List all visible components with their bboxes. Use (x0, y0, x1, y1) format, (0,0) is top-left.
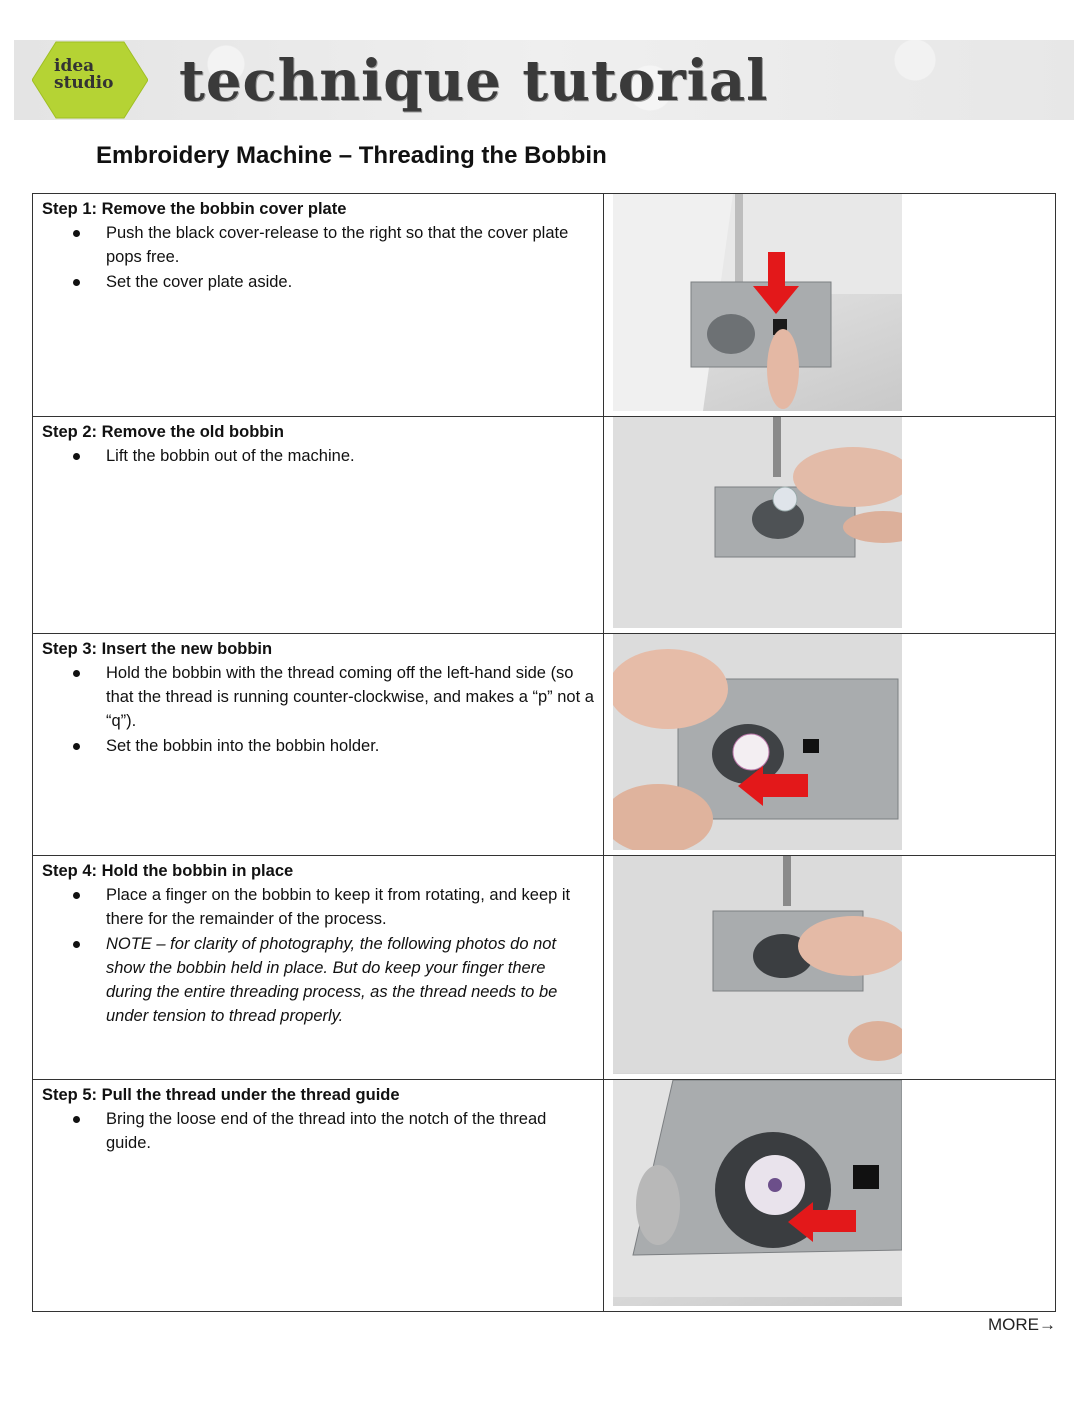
step-row (33, 1080, 1056, 1312)
bullet-text: Place a finger on the bobbin to keep it from rotating, and keep it there for the remainder of the process. (106, 886, 571, 928)
bullet-icon (73, 892, 80, 899)
step-row (33, 194, 1056, 417)
logo-line-2: studio (54, 73, 114, 93)
hold-bobbin-photo (613, 856, 902, 1074)
bullet-icon (73, 230, 80, 237)
step-row (33, 634, 1056, 856)
step-heading: Step 4: Hold the bobbin in place (42, 862, 294, 880)
step-heading: Step 2: Remove the old bobbin (42, 423, 285, 441)
step-text-cell (33, 194, 604, 417)
step-heading: Step 5: Pull the thread under the thread guide (42, 1086, 400, 1104)
step-bullet-list (42, 1107, 595, 1155)
bobbin-cover-photo (613, 194, 902, 411)
bullet-text: Lift the bobbin out of the machine. (106, 447, 355, 465)
lift-bobbin-photo (613, 417, 902, 628)
step-row (33, 417, 1056, 634)
bullet-text: Set the cover plate aside. (106, 273, 293, 291)
list-item (42, 270, 595, 294)
step-text-cell (33, 634, 604, 856)
step-bullet-list (42, 444, 595, 468)
insert-bobbin-photo (613, 634, 902, 850)
bullet-icon (73, 941, 80, 948)
list-item (42, 734, 595, 758)
bullet-text: Set the bobbin into the bobbin holder. (106, 737, 380, 755)
step-bullet-list (42, 883, 595, 1028)
step-heading: Step 3: Insert the new bobbin (42, 640, 273, 658)
logo-text (54, 58, 144, 92)
bullet-text: Push the black cover-release to the right so that the cover plate pops free. (106, 224, 569, 266)
step-photo-cell (604, 634, 1056, 856)
steps-table (32, 193, 1056, 1312)
bullet-text: Hold the bobbin with the thread coming off the left-hand side (so that the thread is running counter-clockwise, and makes a “p” not a “q”). (106, 664, 594, 730)
page-title: Embroidery Machine – Threading the Bobbin (96, 142, 607, 169)
list-item (42, 221, 595, 269)
step-photo-cell (604, 194, 1056, 417)
list-item (42, 661, 595, 733)
step-row (33, 856, 1056, 1080)
step-text-cell (33, 1080, 604, 1312)
bullet-icon (73, 453, 80, 460)
step-photo-cell (604, 1080, 1056, 1312)
step-text-cell (33, 856, 604, 1080)
step-heading: Step 1: Remove the bobbin cover plate (42, 200, 347, 218)
header-banner (14, 40, 1074, 120)
list-item (42, 932, 595, 1028)
bullet-icon (73, 743, 80, 750)
logo-line-1: idea (54, 56, 95, 76)
list-item (42, 444, 595, 468)
bullet-icon (73, 670, 80, 677)
banner-title: technique tutorial (179, 48, 769, 114)
step-bullet-list (42, 661, 595, 758)
step-photo-cell (604, 856, 1056, 1080)
bullet-text: NOTE – for clarity of photography, the following photos do not show the bobbin held in place. But do keep your finger there during the entire threading process, as the thread needs to be under tension to thread properly. (106, 935, 558, 1025)
step-photo-cell (604, 417, 1056, 634)
bullet-text: Bring the loose end of the thread into the notch of the thread guide. (106, 1110, 547, 1152)
list-item (42, 1107, 595, 1155)
step-bullet-list (42, 221, 595, 294)
bullet-icon (73, 279, 80, 286)
more-link[interactable]: MORE→ (988, 1315, 1056, 1334)
list-item (42, 883, 595, 931)
thread-guide-photo (613, 1080, 902, 1306)
bullet-icon (73, 1116, 80, 1123)
step-text-cell (33, 417, 604, 634)
